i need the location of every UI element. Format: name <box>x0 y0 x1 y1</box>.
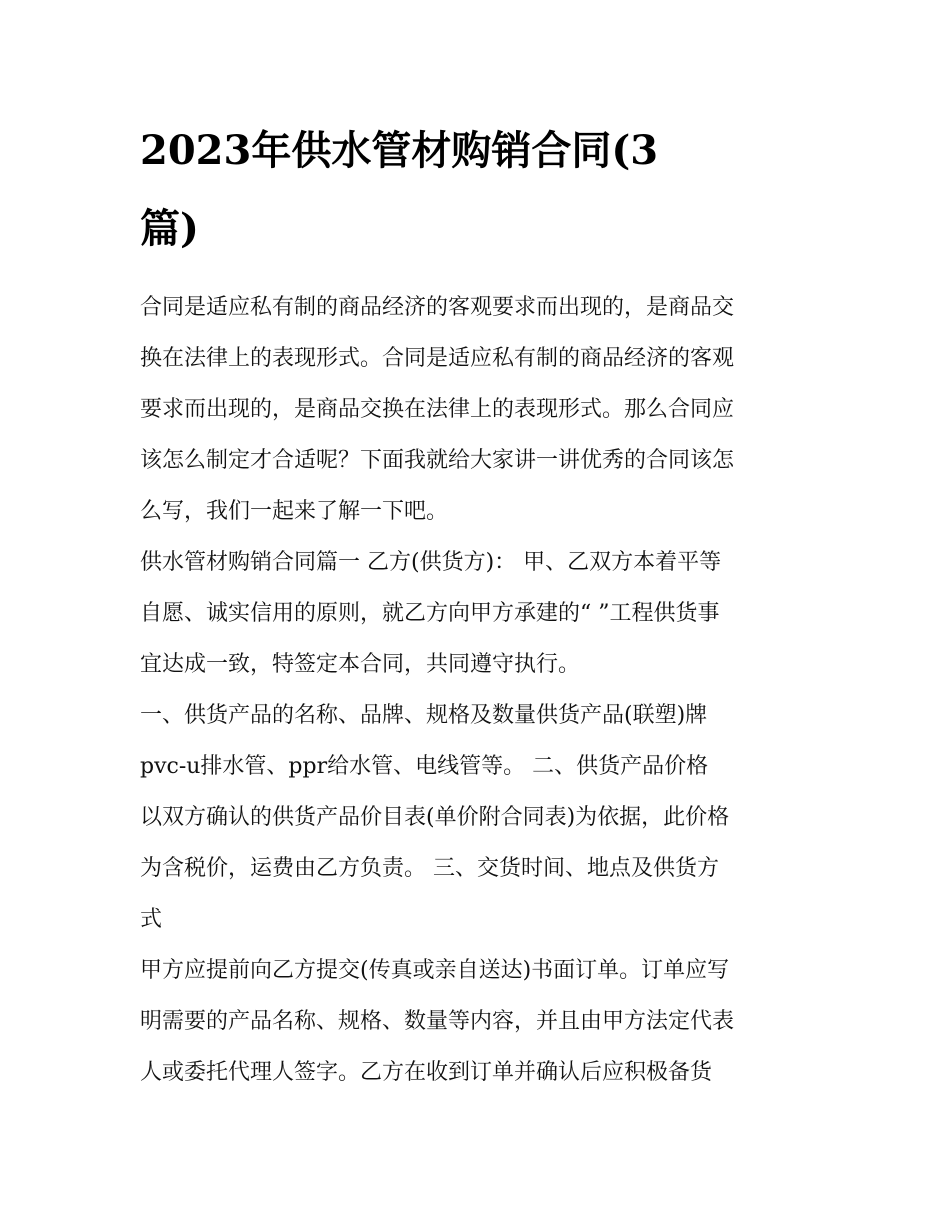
text-line: 一、供货产品的名称、品牌、规格及数量供货产品(联塑)牌 <box>140 703 708 728</box>
text-line: 人或委托代理人签字。乙方在收到订单并确认后应积极备货 <box>140 1060 713 1085</box>
text-line: 么写，我们一起来了解一下吧。 <box>140 499 449 524</box>
text-line: 供水管材购销合同篇一 乙方(供货方)： 甲、乙双方本着平等 <box>140 550 722 575</box>
text-line: 要求而出现的，是商品交换在法律上的表现形式。那么合同应 <box>140 397 735 422</box>
text-line: 合同是适应私有制的商品经济的客观要求而出现的，是商品交 <box>140 295 735 320</box>
document-page <box>140 112 820 1098</box>
title-line: 2023年供水管材购销合同(3 <box>140 127 659 174</box>
text-line: 式 <box>140 907 163 932</box>
text-line: 甲方应提前向乙方提交(传真或亲自送达)书面订单。订单应写 <box>140 958 730 983</box>
document-body <box>140 282 820 1098</box>
document-title <box>140 112 820 268</box>
text-line: 明需要的产品名称、规格、数量等内容，并且由甲方法定代表 <box>140 1009 735 1034</box>
text-line: 换在法律上的表现形式。合同是适应私有制的商品经济的客观 <box>140 346 735 371</box>
text-line: 宜达成一致，特签定本合同，共同遵守执行。 <box>140 652 581 677</box>
text-line: pvc-u排水管、ppr给水管、电线管等。 二、供货产品价格 <box>140 754 709 779</box>
text-line: 该怎么制定才合适呢？下面我就给大家讲一讲优秀的合同该怎 <box>140 448 735 473</box>
text-line: 以双方确认的供货产品价目表(单价附合同表)为依据，此价格 <box>140 805 730 830</box>
text-line: 自愿、诚实信用的原则，就乙方向甲方承建的“ ”工程供货事 <box>140 601 720 626</box>
title-line: 篇) <box>140 205 199 252</box>
text-line: 为含税价，运费由乙方负责。 三、交货时间、地点及供货方 <box>140 856 719 881</box>
